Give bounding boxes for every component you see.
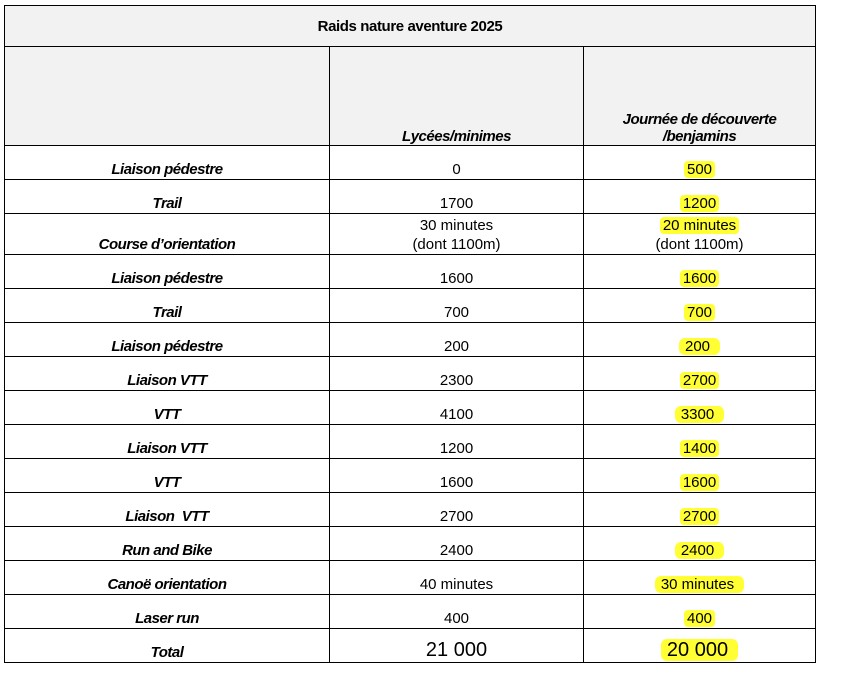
row-journee-value: 2700 — [680, 372, 719, 389]
table-row — [5, 493, 816, 527]
row-label: Liaison pédestre — [5, 146, 330, 180]
row-lycees-value: 1600 — [330, 255, 584, 289]
total-lycees-value: 21 000 — [330, 629, 584, 663]
table-row — [5, 255, 816, 289]
row-label: Canoë orientation — [5, 561, 330, 595]
table-row — [5, 595, 816, 629]
row-lycees-value: 400 — [330, 595, 584, 629]
row-journee-cell — [584, 459, 816, 493]
row-journee-cell — [584, 323, 816, 357]
row-journee-value: 1600 — [680, 474, 719, 491]
table-row — [5, 425, 816, 459]
header-journee-line1: Journée de découverte — [622, 111, 777, 128]
row-lycees-value: 200 — [330, 323, 584, 357]
row-label: Run and Bike — [5, 527, 330, 561]
row-lycees-value: 40 minutes — [330, 561, 584, 595]
table-row — [5, 289, 816, 323]
table-row — [5, 146, 816, 180]
raids-table — [4, 5, 816, 663]
row-lycees-value: 2400 — [330, 527, 584, 561]
header-journee-line2: /benjamins — [662, 128, 737, 145]
table-row — [5, 323, 816, 357]
row-label: Laser run — [5, 595, 330, 629]
header-lycees: Lycées/minimes — [330, 47, 584, 146]
row-label: Liaison VTT — [5, 493, 330, 527]
header-empty — [5, 47, 330, 146]
row-journee-cell — [584, 214, 816, 255]
row-journee-value: 1200 — [680, 195, 719, 212]
row-lycees-value: 1200 — [330, 425, 584, 459]
row-label: Liaison pédestre — [5, 255, 330, 289]
header-row — [5, 47, 816, 146]
table-row — [5, 391, 816, 425]
row-journee-cell — [584, 527, 816, 561]
row-lycees-value: 700 — [330, 289, 584, 323]
row-journee-cell — [584, 425, 816, 459]
row-lycees-line2: (dont 1100m) — [412, 236, 501, 253]
row-lycees-value: 0 — [330, 146, 584, 180]
table-row — [5, 459, 816, 493]
row-label: Trail — [5, 180, 330, 214]
total-journee-cell — [584, 629, 816, 663]
row-journee-value: 2400 — [675, 542, 724, 559]
row-journee-value: 1600 — [680, 270, 719, 287]
row-journee-line1: 20 minutes — [660, 217, 739, 234]
row-label: VTT — [5, 459, 330, 493]
row-journee-value: 700 — [684, 304, 715, 321]
row-lycees-line1: 30 minutes — [419, 217, 494, 234]
title-row — [5, 6, 816, 47]
row-lycees-value: 4100 — [330, 391, 584, 425]
table-title: Raids nature aventure 2025 — [5, 6, 816, 47]
total-label: Total — [5, 629, 330, 663]
table-row — [5, 180, 816, 214]
row-journee-cell — [584, 561, 816, 595]
row-lycees-value: 1600 — [330, 459, 584, 493]
row-journee-cell — [584, 289, 816, 323]
header-journee — [584, 47, 816, 146]
row-label: Liaison pédestre — [5, 323, 330, 357]
row-journee-value: 400 — [684, 610, 715, 627]
table-row — [5, 527, 816, 561]
row-lycees-cell — [330, 214, 584, 255]
row-journee-value: 2700 — [680, 508, 719, 525]
row-label: Course d’orientation — [5, 214, 330, 255]
table-row — [5, 357, 816, 391]
row-journee-cell — [584, 493, 816, 527]
row-journee-cell — [584, 595, 816, 629]
table-row — [5, 214, 816, 255]
row-lycees-value: 2300 — [330, 357, 584, 391]
table-row — [5, 561, 816, 595]
row-journee-value: 3300 — [675, 406, 724, 423]
row-label: VTT — [5, 391, 330, 425]
row-journee-value: 500 — [684, 161, 715, 178]
row-label: Liaison VTT — [5, 425, 330, 459]
row-label: Liaison VTT — [5, 357, 330, 391]
row-lycees-value: 2700 — [330, 493, 584, 527]
total-row — [5, 629, 816, 663]
row-lycees-value: 1700 — [330, 180, 584, 214]
total-journee-value: 20 000 — [661, 639, 738, 661]
row-journee-line2: (dont 1100m) — [655, 236, 744, 253]
row-journee-value: 1400 — [680, 440, 719, 457]
row-journee-cell — [584, 146, 816, 180]
row-journee-cell — [584, 255, 816, 289]
row-journee-cell — [584, 180, 816, 214]
row-journee-value: 30 minutes — [655, 576, 744, 593]
row-journee-cell — [584, 391, 816, 425]
row-journee-value: 200 — [679, 338, 720, 355]
row-journee-cell — [584, 357, 816, 391]
row-label: Trail — [5, 289, 330, 323]
